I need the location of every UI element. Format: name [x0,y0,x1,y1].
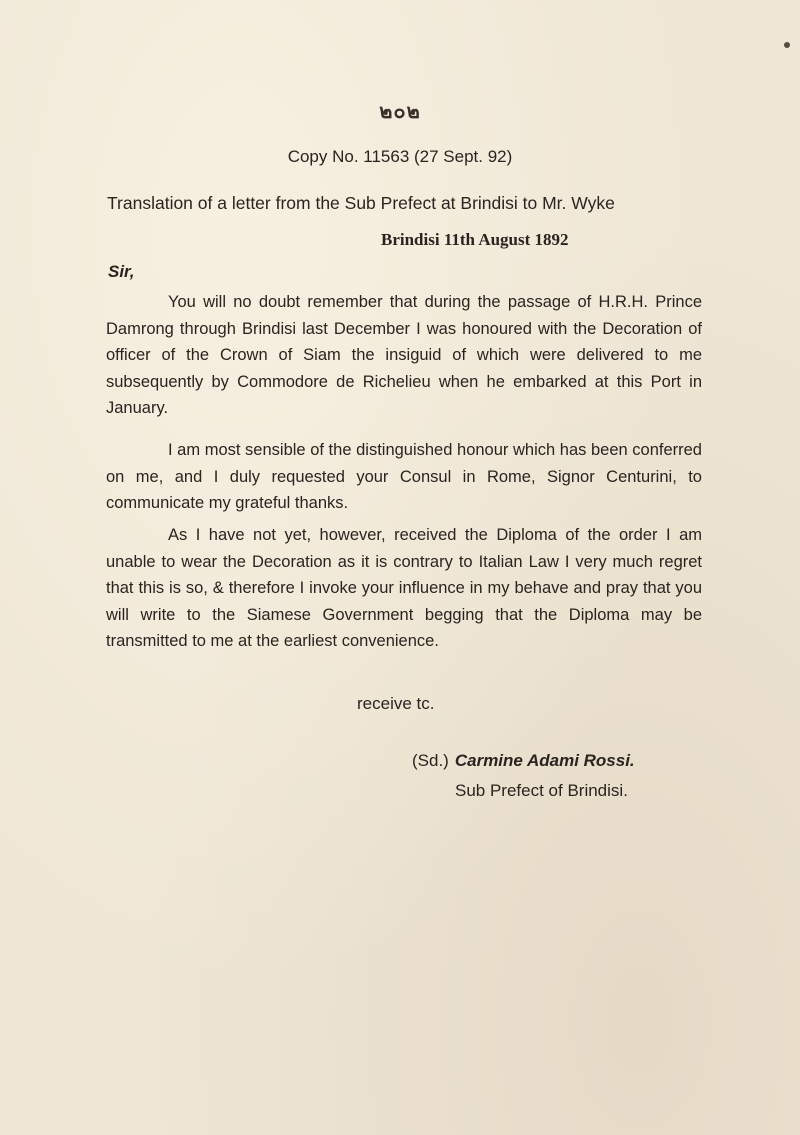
body-paragraph-2: I am most sensible of the distinguished honour which has been conferred on me, and I duly requested your Consul in Rome, Signor Centurini, to communicate my grateful thanks. [106,441,702,512]
dateline: Brindisi 11th August 1892 [381,230,569,249]
letter-title: Translation of a letter from the Sub Prefect at Brindisi to Mr. Wyke [107,193,615,213]
signature-prefix: (Sd.) [412,751,449,770]
ink-speck [784,42,790,48]
closing-line: receive tc. [357,694,435,713]
body-paragraph-3: As I have not yet, however, received the Diploma of the order I am unable to wear the Decoration as it is contrary to Italian Law I very much regret that this is so, & therefore I invoke your influence in my behave and pray that you will write to the Siamese Government begging that the Diploma may be transmitted to me at the earliest convenience. [106,526,702,650]
body-paragraph-1: You will no doubt remember that during the passage of H.R.H. Prince Damrong through Brindisi last December I was honoured with the Decoration of officer of the Crown of Siam the insiguid of which were delivered to me subsequently by Commodore de Richelieu when he embarked at this Port in January. [106,293,702,417]
signature-name: Carmine Adami Rossi. [454,751,635,770]
signature-title: Sub Prefect of Brindisi. [455,781,628,800]
salutation: Sir, [108,262,135,281]
signature-line [412,751,635,771]
copy-number-line: Copy No. 11563 (27 Sept. 92) [287,147,513,166]
page-number: ๒๐๒ [379,101,421,123]
